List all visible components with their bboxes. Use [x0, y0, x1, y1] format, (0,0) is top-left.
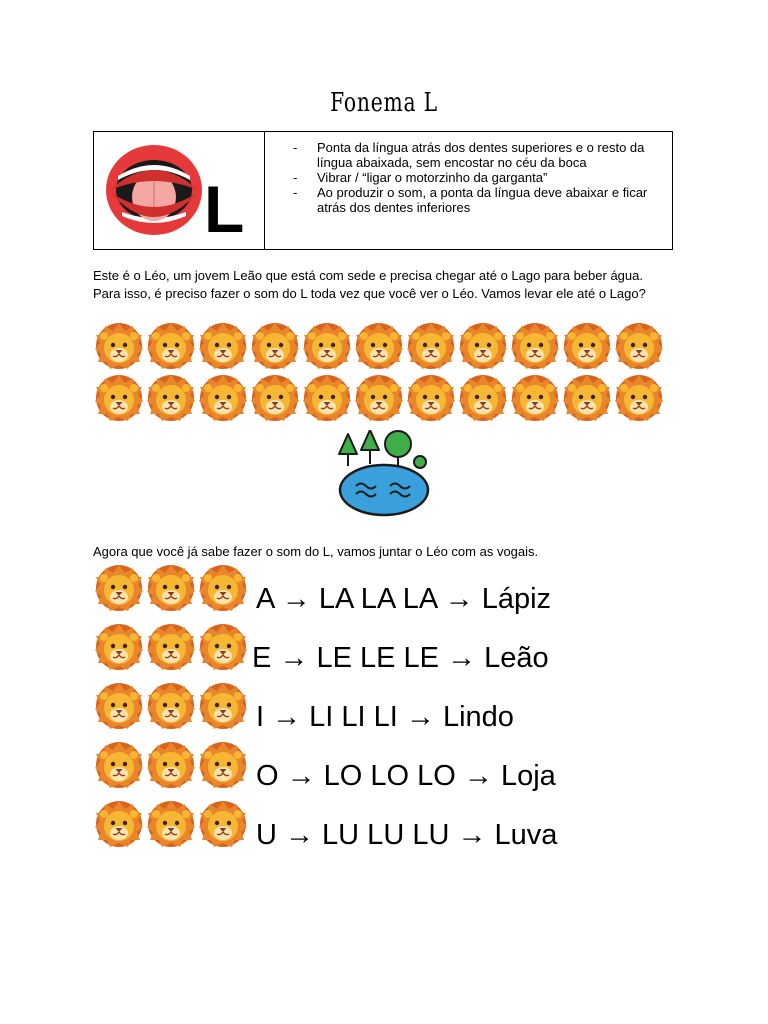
lion-face-icon: [94, 564, 144, 612]
info-box-illustration: [94, 132, 265, 249]
lion-face-icon: [458, 322, 508, 370]
syllable-text: E → LE LE LE → Leão: [252, 641, 549, 674]
intro-paragraph: Este é o Léo, um jovem Leão que está com sede e precisa chegar até o Lago para beber água. Para isso, é preciso fazer o som do L toda vez que você ver o Léo. Vamos levar ele até o Lago?: [93, 268, 646, 301]
lion-face-icon: [146, 564, 196, 612]
lion-face-icon: [198, 623, 248, 671]
lion-row-2: [94, 374, 666, 422]
lion-face-icon: [614, 322, 664, 370]
syllable-text: O → LO LO LO → Loja: [256, 759, 556, 792]
syllable-text: A → LA LA LA → Lápiz: [256, 582, 552, 615]
lion-face-icon: [614, 374, 664, 422]
lion-face-icon: [146, 800, 196, 848]
lion-face-icon: [198, 374, 248, 422]
lion-face-icon: [562, 322, 612, 370]
lion-face-icon: [406, 322, 456, 370]
lion-face-icon: [302, 322, 352, 370]
syllable-row-a: [94, 563, 551, 613]
instruction-list: [293, 140, 662, 215]
syllable-row-e: [94, 622, 549, 672]
letter-l: L: [204, 172, 245, 246]
lion-face-icon: [198, 741, 248, 789]
lion-face-icon: [198, 322, 248, 370]
lion-face-icon: [250, 374, 300, 422]
lion-face-icon: [458, 374, 508, 422]
syllable-text: I → LI LI LI → Lindo: [256, 700, 514, 733]
syllable-text: U → LU LU LU → Luva: [256, 818, 558, 851]
vowels-paragraph: Agora que você já sabe fazer o som do L, vamos juntar o Léo com as vogais.: [93, 544, 539, 559]
lion-face-icon: [406, 374, 456, 422]
lion-face-icon: [94, 623, 144, 671]
articulation-instructions: [265, 132, 672, 249]
instruction-item: - Ponta da língua atrás dos dentes superiores e o resto da língua abaixada, sem encostar no céu da boca: [293, 140, 662, 170]
lion-face-icon: [146, 322, 196, 370]
lion-face-icon: [94, 800, 144, 848]
lion-face-icon: [354, 374, 404, 422]
lion-face-icon: [146, 623, 196, 671]
lion-face-icon: [146, 374, 196, 422]
lake-trees-icon: [334, 430, 434, 520]
lion-face-icon: [94, 682, 144, 730]
lion-face-icon: [198, 564, 248, 612]
syllable-row-i: [94, 681, 514, 731]
lion-face-icon: [94, 374, 144, 422]
lion-face-icon: [562, 374, 612, 422]
lion-face-icon: [146, 741, 196, 789]
lion-face-icon: [250, 322, 300, 370]
lion-face-icon: [354, 322, 404, 370]
lion-face-icon: [94, 322, 144, 370]
instruction-item: - Vibrar / “ligar o motorzinho da garganta”: [293, 170, 662, 185]
page-title: Fonema L: [330, 88, 438, 118]
syllable-row-u: [94, 799, 557, 849]
lion-face-icon: [510, 374, 560, 422]
lion-row-1: [94, 322, 666, 370]
lion-face-icon: [302, 374, 352, 422]
lion-face-icon: [198, 800, 248, 848]
lion-face-icon: [94, 741, 144, 789]
lion-face-icon: [198, 682, 248, 730]
lion-face-icon: [146, 682, 196, 730]
syllable-row-o: [94, 740, 556, 790]
instruction-item: - Ao produzir o som, a ponta da língua deve abaixar e ficar atrás dos dentes inferiores: [293, 185, 662, 215]
info-box: [93, 131, 673, 250]
mouth-tongue-icon: [104, 142, 204, 242]
lion-face-icon: [510, 322, 560, 370]
